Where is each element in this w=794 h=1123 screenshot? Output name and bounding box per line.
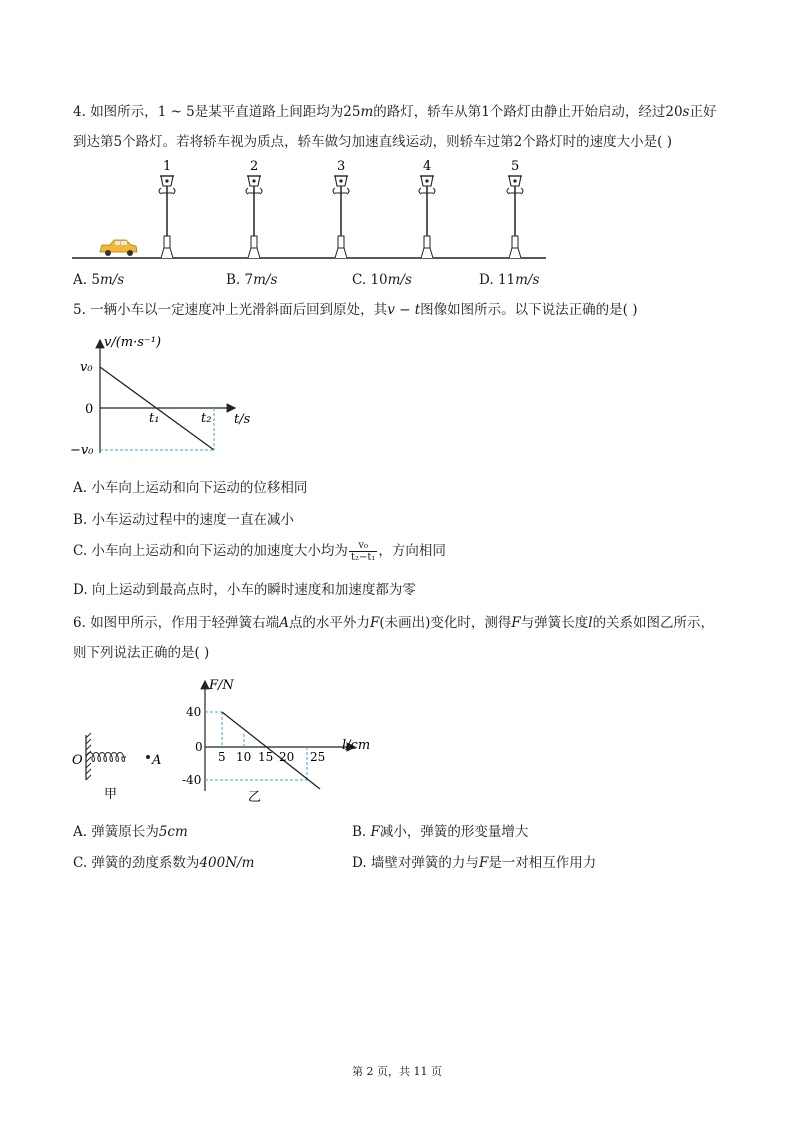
q4-lamp-figure: [70, 156, 550, 262]
street-lamp-icon: [246, 176, 262, 258]
lamp-label: 5: [511, 159, 520, 174]
q6-line2: 则下列说法正确的是( ): [73, 645, 210, 661]
q6-xtick-25: 25: [310, 750, 326, 764]
q5-stem: [73, 297, 733, 323]
q5-option-d[interactable]: D. 向上运动到最高点时，小车的瞬时速度和加速度都为零: [73, 582, 416, 598]
q6-option-b[interactable]: B. F减小，弹簧的形变量增大: [352, 824, 529, 840]
q4-range: 1 ~ 5: [157, 104, 195, 120]
q4-line2: 到达第5个路灯。若将轿车视为质点，轿车做匀加速直线运动，则轿车过第2个路灯时的速度大小是( ): [73, 134, 673, 150]
q6-xtick-10: 10: [236, 750, 252, 764]
q6-ylabel: F/N: [209, 678, 234, 693]
point-a-dot: [146, 755, 150, 759]
q6-xtick-5: 5: [218, 750, 226, 764]
q6-ytick-neg40: -40: [182, 773, 202, 787]
caption-yi: 乙: [248, 790, 262, 805]
spring-coil: [86, 753, 126, 762]
q6-xtick-20: 20: [279, 750, 295, 764]
lamp-label: 3: [337, 159, 346, 174]
q4-option-d[interactable]: D. 11m/s: [479, 272, 540, 288]
q4-dist-unit: m: [360, 104, 374, 120]
street-lamp-icon: [507, 176, 523, 258]
q6-ytick-40: 40: [186, 705, 202, 719]
q6-dash-lines: [205, 712, 307, 780]
wall-hatch: [86, 733, 91, 780]
q4-number: 4.: [73, 104, 86, 120]
q5-option-b[interactable]: B. 小车运动过程中的速度一直在减小: [73, 512, 295, 528]
q4-text-a: 如图所示，: [90, 104, 158, 120]
q4-dist-value: 25: [343, 104, 361, 120]
q5-text-a: 一辆小车以一定速度冲上光滑斜面后回到原处，其: [90, 302, 388, 318]
q4-line1: [73, 99, 733, 125]
q4-option-c[interactable]: C. 10m/s: [352, 272, 412, 288]
q5-v0-label: v₀: [80, 360, 93, 375]
lamp-label: 2: [250, 159, 259, 174]
label-o: O: [72, 753, 83, 768]
q4-option-b[interactable]: B. 7m/s: [226, 272, 278, 288]
q6-line1: 6. 如图甲所示，作用于轻弹簧右端A点的水平外力F(未画出)变化时，测得F与弹簧长度l的关系如图乙所示，: [73, 615, 715, 631]
q6-xtick-15: 15: [258, 750, 274, 764]
q4-text-d: 正好: [689, 104, 717, 120]
q6-option-d[interactable]: D. 墙壁对弹簧的力与F是一对相互作用力: [352, 855, 597, 871]
q4-time-value: 20: [665, 104, 683, 120]
q5-number: 5.: [73, 302, 86, 318]
q6-ytick-0: 0: [195, 740, 203, 754]
q4-text-b: 是某平直道路上间距均为: [194, 104, 344, 120]
lamp-label: 4: [423, 159, 432, 174]
q6-fig-jia: [70, 730, 165, 805]
q6-fig-yi: [182, 673, 375, 808]
street-lamp-icon: [159, 176, 175, 258]
q5-xlabel: t/s: [234, 412, 251, 427]
q5-ylabel: v/(m·s⁻¹): [104, 335, 162, 350]
page-footer: 第 2 页，共 11 页: [352, 1065, 442, 1078]
q5-option-a[interactable]: A. 小车向上运动和向下运动的位移相同: [73, 480, 308, 496]
q4-option-a[interactable]: A. 5m/s: [73, 272, 125, 288]
q6-number: 6.: [73, 615, 86, 631]
street-lamp-icon: [333, 176, 349, 258]
q4-time-unit: s: [682, 104, 690, 120]
q6-xlabel: l/cm: [342, 738, 371, 753]
label-a: A: [152, 753, 162, 768]
street-lamp-icon: [419, 176, 435, 258]
q5-option-c-fraction: $\frac{\text{v₀}}{\text{t₂−t₁}}$: [350, 540, 376, 563]
q4-text-c: 的路灯，轿车从第1个路灯由静止开始启动，经过: [373, 104, 666, 120]
q6-option-c[interactable]: C. 弹簧的劲度系数为400N/m: [73, 855, 255, 871]
q5-vt-graph: [70, 328, 270, 463]
q5-t1-label: t₁: [149, 411, 160, 426]
q5-neg-v0-label: −v₀: [70, 443, 94, 458]
q5-t2-label: t₂: [201, 411, 212, 426]
q5-zero-label: 0: [85, 402, 94, 417]
q5-text-var: v − t: [387, 302, 421, 318]
lamp-label: 1: [163, 159, 172, 174]
q5-text-b: 图像如图所示。以下说法正确的是( ): [420, 302, 638, 318]
car-icon: [100, 240, 137, 256]
caption-jia: 甲: [104, 787, 118, 802]
q6-option-a[interactable]: A. 弹簧原长为5cm: [73, 824, 188, 840]
q5-option-c[interactable]: C. 小车向上运动和向下运动的加速度大小均为 $\frac{\text{v₀}}{\text{t₂−t₁}}$ ，方向相同: [73, 540, 446, 563]
